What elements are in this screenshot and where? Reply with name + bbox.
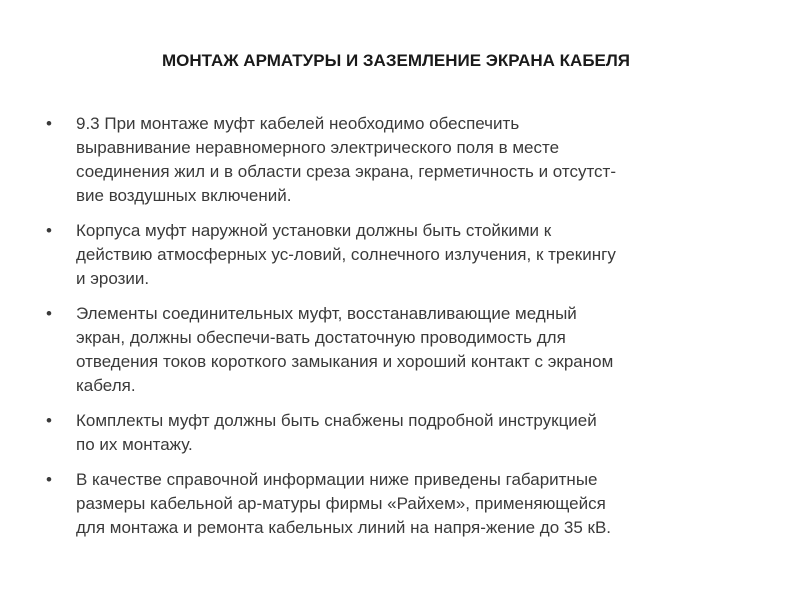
bullet-text-line: экран, должны обеспечи-вать достаточную проводимость для	[76, 328, 566, 347]
bullet-text-line: размеры кабельной ар-матуры фирмы «Райхем», применяющейся	[76, 494, 606, 513]
bullet-item	[46, 112, 766, 208]
bullet-text-line: 9.3 При монтаже муфт кабелей необходимо обеспечить	[76, 114, 520, 133]
bullet-text-line: и эрозии.	[76, 269, 150, 288]
bullet-text-line: действию атмосферных ус-ловий, солнечного излучения, к трекингу	[76, 245, 616, 264]
bullet-text-line: В качестве справочной информации ниже приведены габаритные	[76, 470, 598, 489]
bullet-text-line: вие воздушных включений.	[76, 186, 292, 205]
bullet-list	[46, 112, 766, 551]
bullet-text-line: кабеля.	[76, 376, 136, 395]
bullet-text-line: Элементы соединительных муфт, восстанавливающие медный	[76, 304, 577, 323]
bullet-text-line: Корпуса муфт наружной установки должны быть стойкими к	[76, 221, 552, 240]
bullet-item	[46, 302, 766, 398]
bullet-text-line: соединения жил и в области среза экрана, герметичность и отсутст-	[76, 162, 617, 181]
bullet-dot-icon: •	[46, 221, 52, 240]
bullet-item	[46, 468, 766, 540]
bullet-dot-icon: •	[46, 114, 52, 133]
bullet-text-line: отведения токов короткого замыкания и хороший контакт с экраном	[76, 352, 614, 371]
bullet-text-line: по их монтажу.	[76, 435, 193, 454]
bullet-text-line: Комплекты муфт должны быть снабжены подробной инструкцией	[76, 411, 597, 430]
bullet-dot-icon: •	[46, 470, 52, 489]
bullet-item	[46, 219, 766, 291]
bullet-item	[46, 409, 766, 457]
slide-title: МОНТАЖ АРМАТУРЫ И ЗАЗЕМЛЕНИЕ ЭКРАНА КАБЕЛЯ	[161, 51, 631, 70]
bullet-text-line: выравнивание неравномерного электрического поля в месте	[76, 138, 560, 157]
bullet-dot-icon: •	[46, 304, 52, 323]
bullet-dot-icon: •	[46, 411, 52, 430]
bullet-text-line: для монтажа и ремонта кабельных линий на напря-жение до 35 кВ.	[76, 518, 612, 537]
